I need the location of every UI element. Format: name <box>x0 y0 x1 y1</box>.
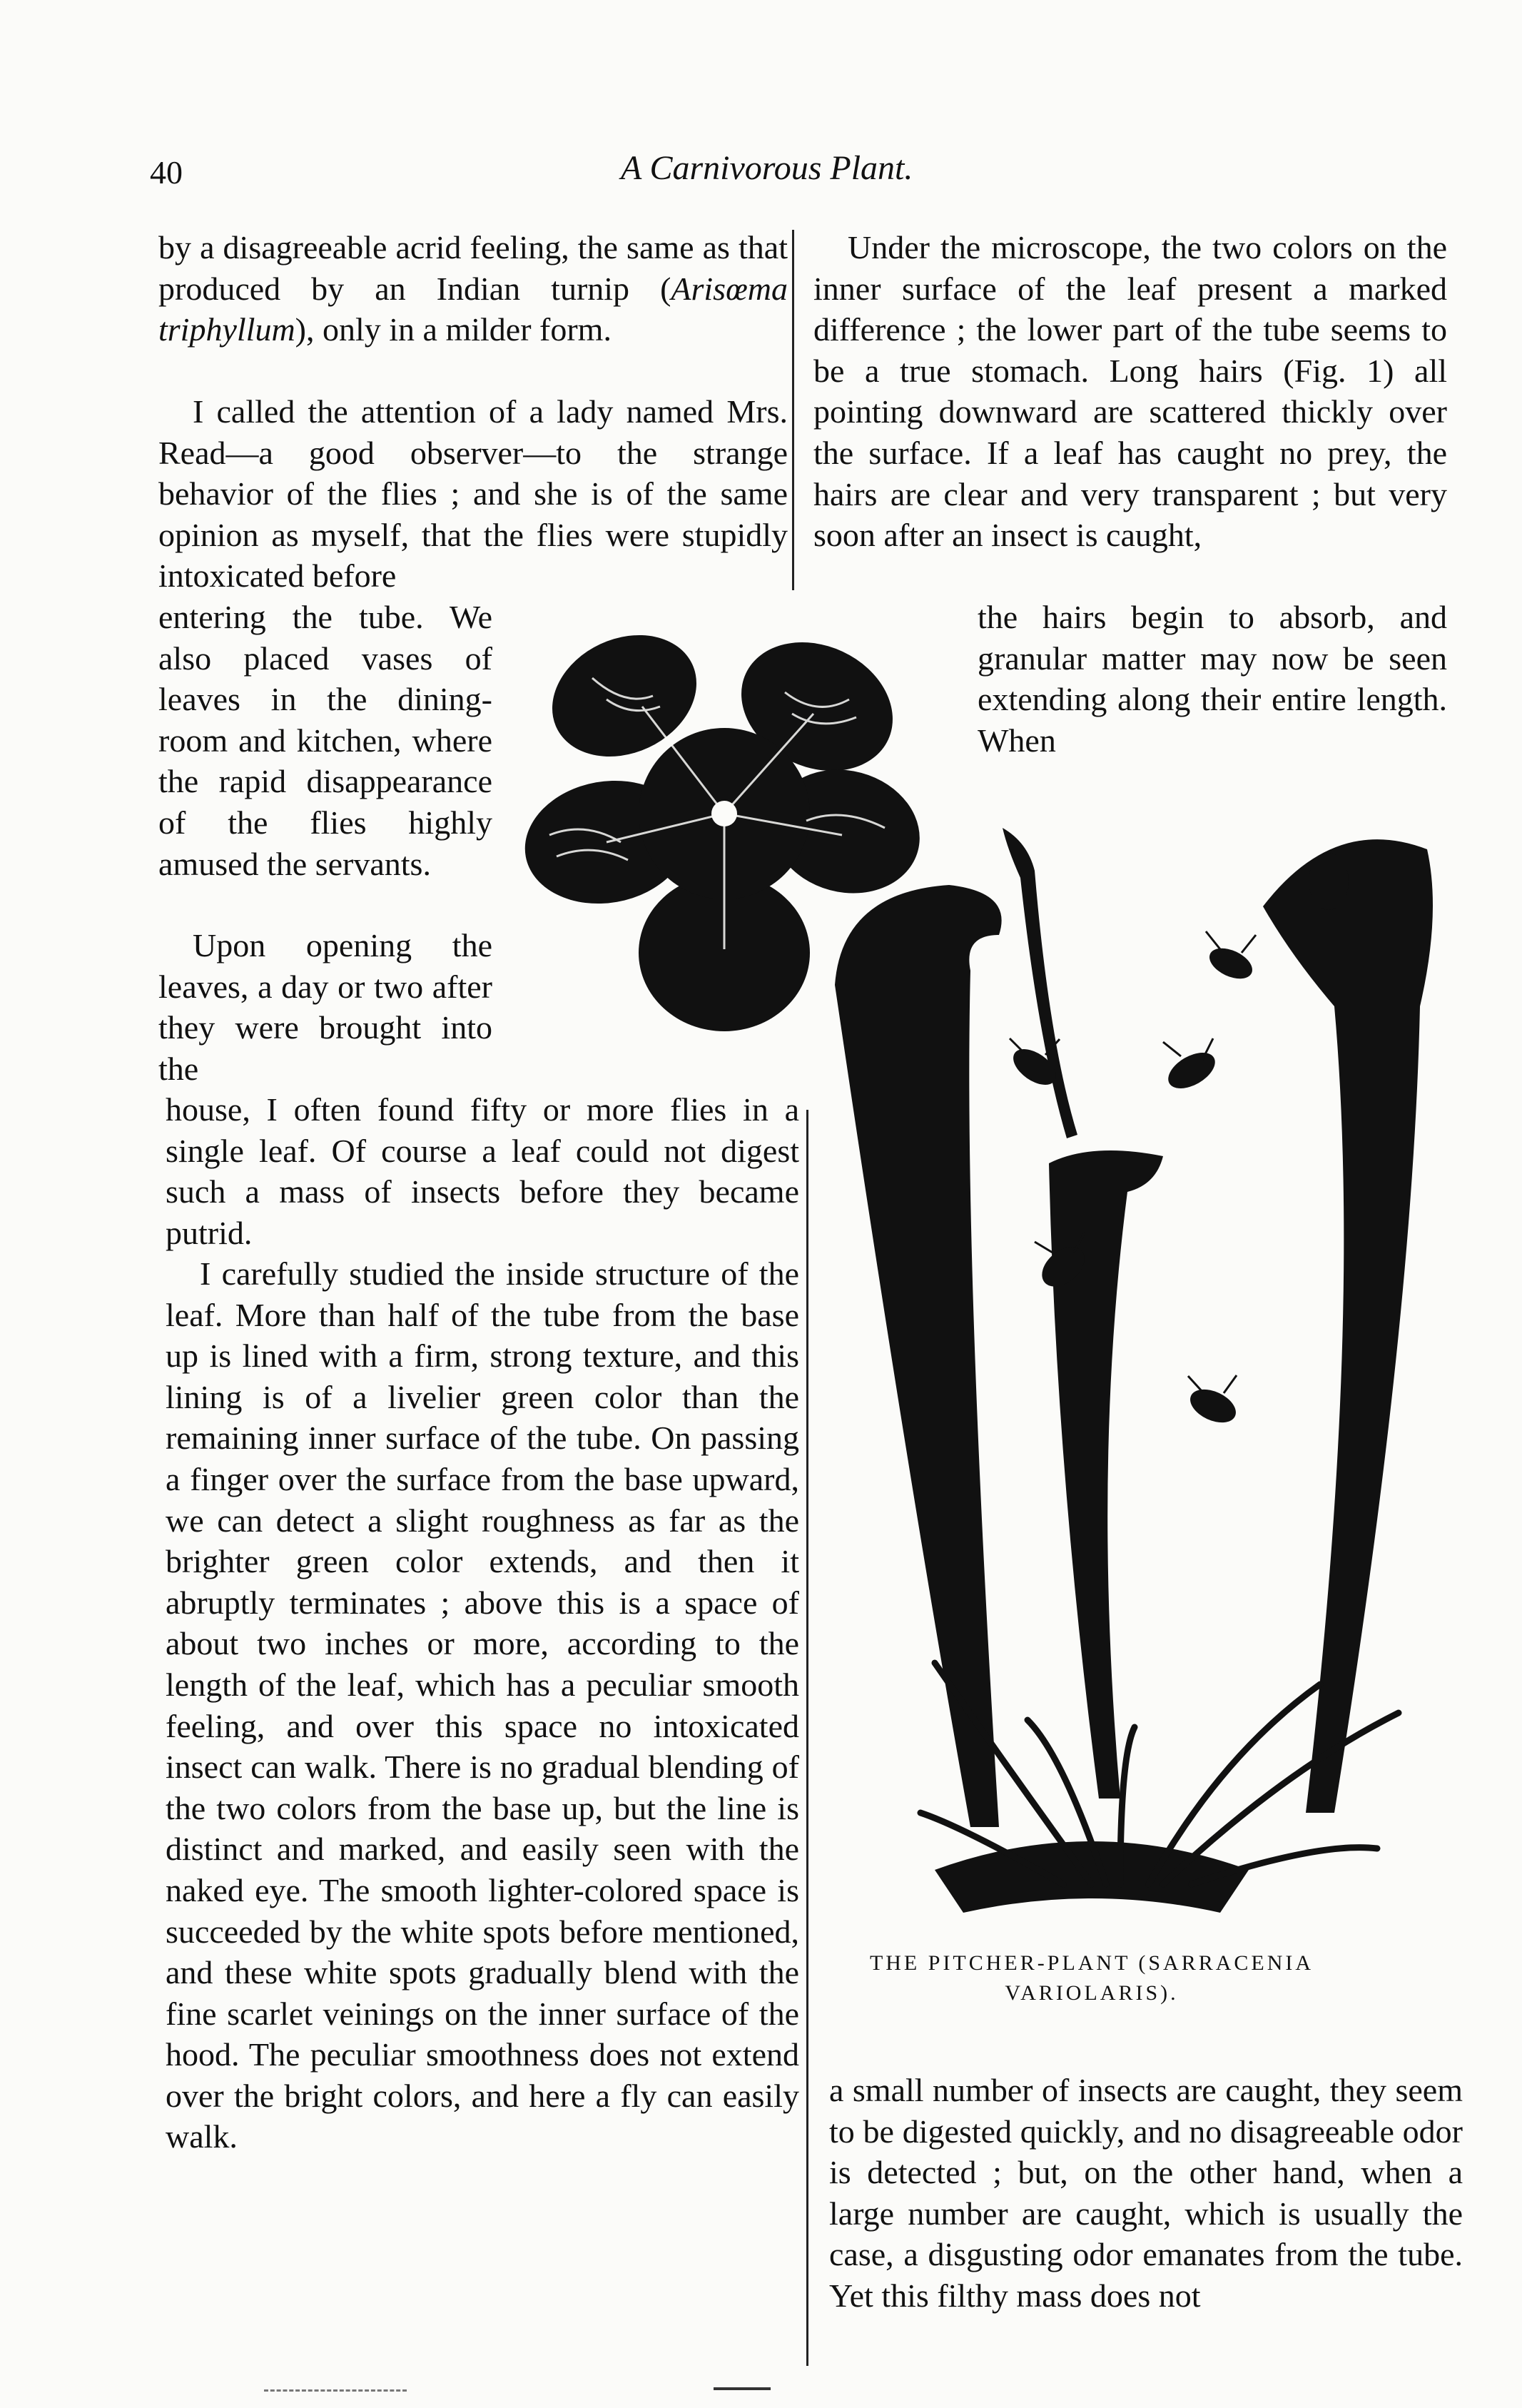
left-paragraph-1-text-b: ), only in a milder form. <box>295 311 612 348</box>
left-paragraph-1 <box>158 227 788 350</box>
column-rule-top <box>792 230 794 590</box>
running-title: A Carnivorous Plant. <box>621 149 913 187</box>
bottom-mark <box>714 2387 771 2390</box>
figure-caption: THE PITCHER-PLANT (SARRACENIA VARIOLARIS). <box>869 1951 1314 2005</box>
right-paragraph-3: a small number of insects are caught, they seem to be digested quickly, and no disagreeable odor is detected ; but, on the other hand, when a large number are caught, which is usually the case, a disgusting odor emanates from the tube. Yet this filthy mass does not <box>829 2072 1463 2314</box>
left-paragraph-6: I carefully studied the inside structure of the leaf. More than half of the tube from the base up is lined with a firm, strong texture, and this lining is of a livelier green color than the remaining inner surface of the tube. On passing a finger over the surface from the base upward, we can detect a slight roughness as far as the brighter green color extends, and then it abruptly terminates ; above this is a space of about two inches or more, according to the length of the leaf, which has a peculiar smooth feeling, and over this space no intoxicated insect can walk. There is no gradual blending of the two colors from the base up, but the line is distinct and marked, and easily seen with the naked eye. The smooth lighter-colored space is succeeded by the white spots before mentioned, and these white spots gradually blend with the fine scarlet veinings on the inner surface of the hood. The peculiar smoothness does not extend over the bright colors, and here a fly can easily walk. <box>166 1255 799 2155</box>
left-paragraph-5: house, I often found fifty or more flies in a single leaf. Of course a leaf could not digest such a mass of insects before they became putrid. <box>166 1091 799 1251</box>
left-paragraph-1-text-a: by a disagreeable acrid feeling, the same as that produced by an Indian turnip ( <box>158 229 788 307</box>
column-rule-bottom <box>806 1110 808 2366</box>
pitcher-plant-illustration <box>821 828 1463 1941</box>
left-paragraph-2: I called the attention of a lady named Mrs. Read—a good observer—to the strange behavior of the flies ; and she is of the same opinion as myself, that the flies were stupidly intoxicated before <box>158 393 788 595</box>
bottom-dashes <box>264 2389 407 2392</box>
latin-name: Arisœma triphyllum <box>158 270 788 348</box>
page-number: 40 <box>150 154 183 191</box>
left-paragraph-3: entering the tube. We also placed vases of leaves in the dining-room and kitchen, where the rapid disappearance of the flies highly amused the servants. <box>158 599 492 882</box>
left-paragraph-4: Upon opening the leaves, a day or two after they were brought into the <box>158 927 492 1087</box>
right-paragraph-2: the hairs begin to absorb, and granular matter may now be seen extending along their entire length. When <box>978 599 1447 759</box>
right-paragraph-1: Under the microscope, the two colors on the inner surface of the leaf present a marked difference ; the lower part of the tube seems to be a true stomach. Long hairs (Fig. 1) all pointing downward are scattered thickly over the surface. If a leaf has caught no prey, the hairs are clear and very transparent ; but very soon after an insect is caught, <box>813 229 1447 554</box>
